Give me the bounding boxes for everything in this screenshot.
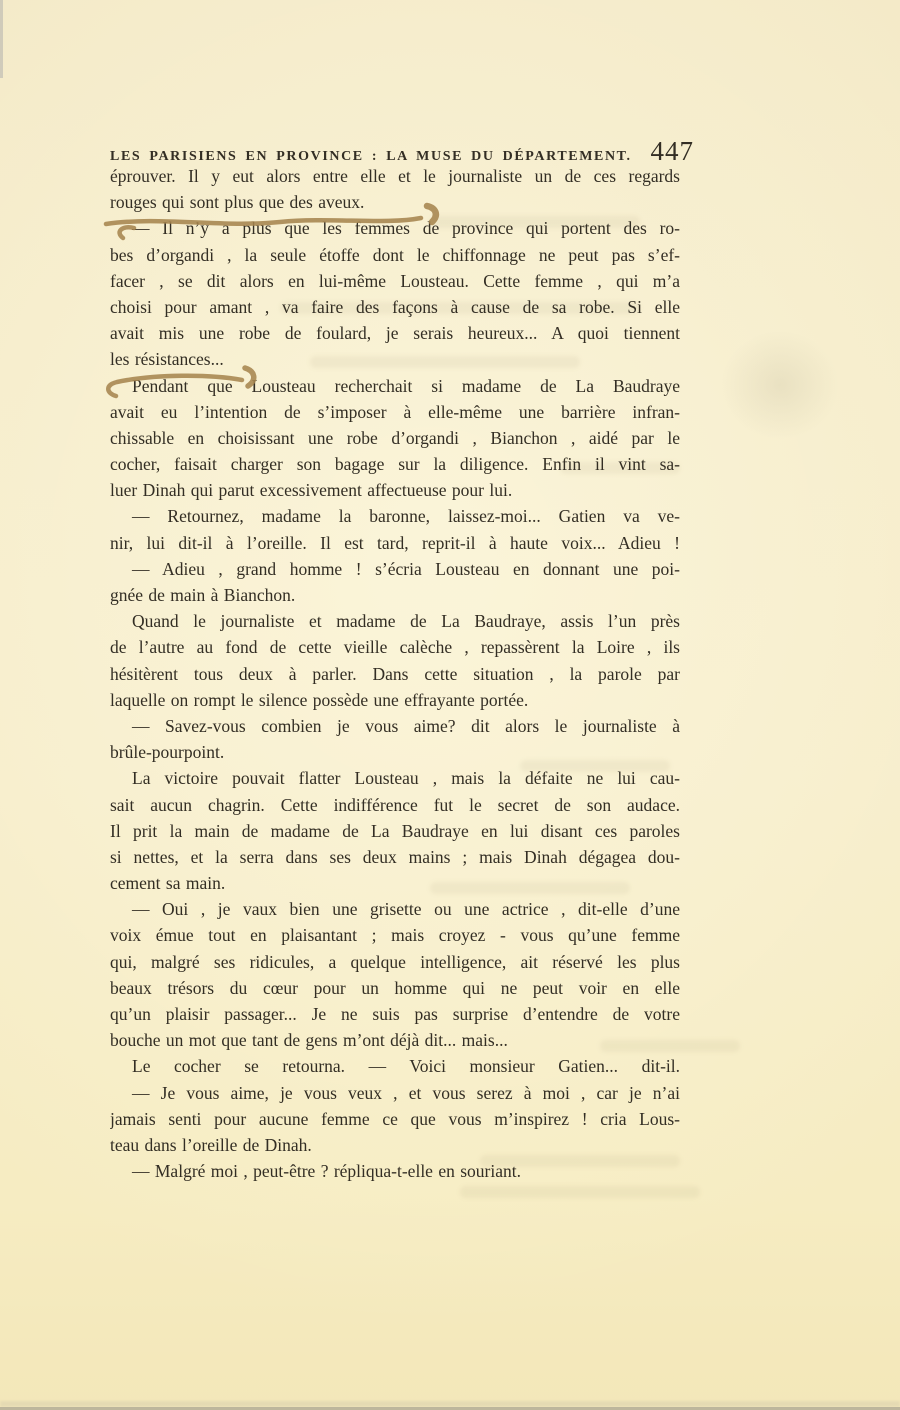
- text-line: facer , se dit alors en lui-même Lousteau. Cette femme , qui m’a: [110, 270, 680, 291]
- text-line: gnée de main à Bianchon.: [110, 585, 296, 605]
- text-line: Le cocher se retourna. — Voici monsieur Gatien... dit-il.: [132, 1056, 680, 1077]
- text-line: choisi pour amant , va faire des façons à cause de sa robe. Si elle: [110, 296, 680, 317]
- text-line: rouges qui sont plus que des aveux.: [110, 192, 365, 213]
- text-line: avait eu l’intention de s’imposer à elle-même une barrière infran-: [110, 401, 680, 422]
- text-line: — Malgré moi , peut-être ? répliqua-t-elle en souriant.: [132, 1161, 521, 1182]
- text-line: — Je vous aime, je vous veux , et vous serez à moi , car je n’ai: [132, 1082, 680, 1103]
- text-line: nir, lui dit-il à l’oreille. Il est tard, reprit-il à haute voix... Adieu !: [110, 532, 680, 553]
- text-line: laquelle on rompt le silence possède une effrayante portée.: [110, 689, 529, 710]
- text-line: cocher, faisait charger son bagage sur la diligence. Enfin il vint sa-: [110, 454, 680, 475]
- text-line: La victoire pouvait flatter Lousteau , mais la défaite ne lui cau-: [132, 768, 680, 789]
- running-title: LES PARISIENS EN PROVINCE : LA MUSE DU DÉPARTEMENT.: [110, 149, 632, 164]
- text-line: — Il n’y a plus que les femmes de province qui portent des ro-: [132, 218, 680, 239]
- scan-edge-left: [0, 0, 3, 78]
- text-block: [110, 163, 680, 1184]
- text-line: voix émue tout en plaisantant ; mais croyez - vous qu’une femme: [110, 925, 680, 946]
- text-line: Pendant que Lousteau recherchait si madame de La Baudraye: [132, 375, 680, 396]
- text-line: cement sa main.: [110, 873, 226, 894]
- show-through-smudge: [460, 1186, 700, 1198]
- text-line: bes d’organdi , la seule étoffe dont le chiffonnage ne peut pas s’ef-: [110, 244, 680, 265]
- text-line: qu’un plaisir passager... Je ne suis pas surprise d’entendre de votre: [110, 1004, 680, 1024]
- text-line: luer Dinah qui parut excessivement affectueuse pour lui.: [110, 480, 513, 501]
- text-line: hésitèrent tous deux à parler. Dans cette situation , la parole par: [110, 663, 680, 684]
- text-line: brûle-pourpoint.: [110, 742, 225, 763]
- text-line: — Oui , je vaux bien une grisette ou une actrice , dit-elle d’une: [132, 899, 680, 920]
- text-line: jamais senti pour aucune femme ce que vous m’inspirez ! cria Lous-: [110, 1108, 680, 1129]
- text-line: avait mis une robe de foulard, je serais heureux... A quoi tiennent: [110, 323, 680, 344]
- text-line: bouche un mot que tant de gens m’ont déjà dit... mais...: [110, 1030, 508, 1051]
- text-line: de l’autre au fond de cette vieille calèche , repassèrent la Loire , ils: [110, 637, 680, 658]
- text-line: — Retournez, madame la baronne, laissez-moi... Gatien va ve-: [132, 506, 680, 527]
- text-line: — Adieu , grand homme ! s’écria Lousteau en donnant une poi-: [132, 558, 680, 579]
- text-line: Quand le journaliste et madame de La Baudraye, assis l’un près: [132, 611, 680, 632]
- text-line: teau dans l’oreille de Dinah.: [110, 1134, 312, 1155]
- page-number: 447: [650, 136, 694, 166]
- text-line: qui, malgré ses ridicules, a quelque intelligence, ait réservé les plus: [110, 951, 680, 972]
- text-line: éprouver. Il y eut alors entre elle et le journaliste un de ces regards: [110, 166, 680, 186]
- text-line: beaux trésors du cœur pour un homme qui ne peut voir en elle: [110, 977, 680, 998]
- text-line: Il prit la main de madame de La Baudraye en lui disant ces paroles: [110, 820, 680, 841]
- text-line: si nettes, et la serra dans ses deux mains ; mais Dinah dégagea dou-: [110, 846, 680, 867]
- text-line: chissable en choisissant une robe d’organdi , Bianchon , aidé par le: [110, 427, 680, 448]
- text-line: sait aucun chagrin. Cette indifférence fut le secret de son audace.: [110, 794, 680, 815]
- text-line: — Savez-vous combien je vous aime? dit alors le journaliste à: [132, 715, 680, 736]
- show-through-blotch: [720, 330, 840, 440]
- text-line: les résistances...: [110, 349, 224, 370]
